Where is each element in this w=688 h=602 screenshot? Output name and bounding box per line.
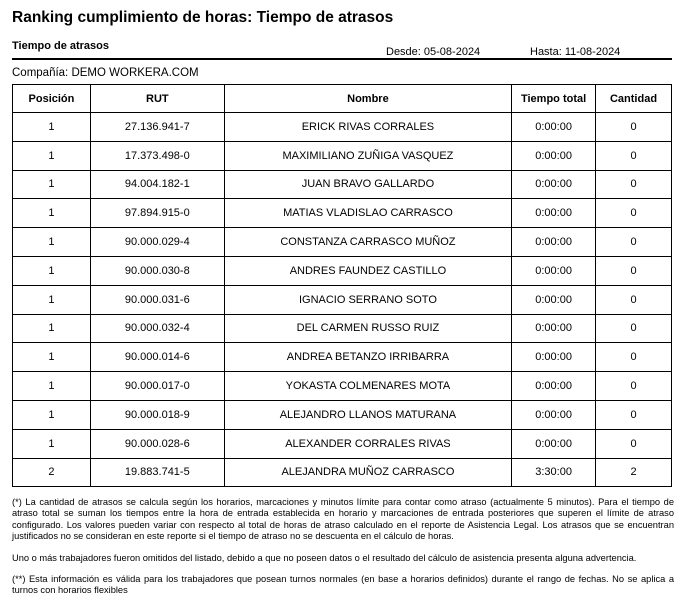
cell-name: ALEXANDER CORRALES RIVAS xyxy=(224,429,511,458)
cell-position: 1 xyxy=(13,228,91,257)
cell-total-time: 3:30:00 xyxy=(512,458,596,487)
header-count: Cantidad xyxy=(596,85,672,113)
cell-rut: 90.000.030-8 xyxy=(90,256,224,285)
cell-count: 0 xyxy=(596,429,672,458)
cell-total-time: 0:00:00 xyxy=(512,199,596,228)
cell-total-time: 0:00:00 xyxy=(512,141,596,170)
table-row xyxy=(13,458,672,487)
cell-rut: 90.000.032-4 xyxy=(90,314,224,343)
report-subtitle: Tiempo de atrasos xyxy=(12,40,109,52)
cell-position: 1 xyxy=(13,199,91,228)
cell-count: 0 xyxy=(596,256,672,285)
cell-name: MAXIMILIANO ZUÑIGA VASQUEZ xyxy=(224,141,511,170)
cell-rut: 19.883.741-5 xyxy=(90,458,224,487)
date-to: Hasta: 11-08-2024 xyxy=(530,46,621,58)
table-row xyxy=(13,113,672,142)
table-header-row xyxy=(13,85,672,113)
table-row xyxy=(13,228,672,257)
cell-position: 1 xyxy=(13,113,91,142)
cell-total-time: 0:00:00 xyxy=(512,400,596,429)
cell-name: JUAN BRAVO GALLARDO xyxy=(224,170,511,199)
cell-name: IGNACIO SERRANO SOTO xyxy=(224,285,511,314)
cell-rut: 90.000.031-6 xyxy=(90,285,224,314)
cell-rut: 17.373.498-0 xyxy=(90,141,224,170)
cell-total-time: 0:00:00 xyxy=(512,314,596,343)
cell-position: 1 xyxy=(13,343,91,372)
cell-name: CONSTANZA CARRASCO MUÑOZ xyxy=(224,228,511,257)
cell-rut: 90.000.014-6 xyxy=(90,343,224,372)
date-from: Desde: 05-08-2024 xyxy=(386,46,481,58)
cell-count: 0 xyxy=(596,343,672,372)
cell-position: 2 xyxy=(13,458,91,487)
cell-name: ALEJANDRA MUÑOZ CARRASCO xyxy=(224,458,511,487)
footnote-omitted: Uno o más trabajadores fueron omitidos del listado, debido a que no poseen datos o el resultado del cálculo de asistencia presenta alguna advertencia. xyxy=(12,552,637,563)
cell-total-time: 0:00:00 xyxy=(512,429,596,458)
cell-count: 0 xyxy=(596,285,672,314)
cell-count: 0 xyxy=(596,228,672,257)
cell-name: YOKASTA COLMENARES MOTA xyxy=(224,372,511,401)
cell-position: 1 xyxy=(13,400,91,429)
table-row xyxy=(13,372,672,401)
header-name: Nombre xyxy=(224,85,511,113)
cell-name: ANDREA BETANZO IRRIBARRA xyxy=(224,343,511,372)
table-row xyxy=(13,170,672,199)
cell-name: ANDRES FAUNDEZ CASTILLO xyxy=(224,256,511,285)
cell-count: 0 xyxy=(596,372,672,401)
report-subheader xyxy=(12,40,672,60)
cell-rut: 97.894.915-0 xyxy=(90,199,224,228)
cell-total-time: 0:00:00 xyxy=(512,256,596,285)
cell-count: 0 xyxy=(596,314,672,343)
cell-count: 0 xyxy=(596,113,672,142)
table-row xyxy=(13,199,672,228)
cell-position: 1 xyxy=(13,285,91,314)
cell-rut: 90.000.018-9 xyxy=(90,400,224,429)
table-row xyxy=(13,343,672,372)
cell-name: MATIAS VLADISLAO CARRASCO xyxy=(224,199,511,228)
cell-position: 1 xyxy=(13,141,91,170)
cell-position: 1 xyxy=(13,372,91,401)
table-body xyxy=(13,113,672,487)
cell-position: 1 xyxy=(13,170,91,199)
cell-rut: 90.000.017-0 xyxy=(90,372,224,401)
cell-total-time: 0:00:00 xyxy=(512,113,596,142)
report-title: Ranking cumplimiento de horas: Tiempo de atrasos xyxy=(12,9,394,26)
cell-rut: 94.004.182-1 xyxy=(90,170,224,199)
cell-total-time: 0:00:00 xyxy=(512,343,596,372)
cell-rut: 27.136.941-7 xyxy=(90,113,224,142)
footnotes xyxy=(12,497,674,602)
cell-rut: 90.000.028-6 xyxy=(90,429,224,458)
ranking-table xyxy=(12,84,672,487)
company-label: Compañía: DEMO WORKERA.COM xyxy=(12,67,199,79)
cell-total-time: 0:00:00 xyxy=(512,228,596,257)
footnote-atrasos: (*) La cantidad de atrasos se calcula según los horarios, marcaciones y minutos límite para contar como atraso (actualmente 5 minutos). Para el tiempo de atraso total se suman los tiempos entre la hora de entrada establecida en horario y marcaciones de entrada posteriores que superen el límite de atraso configurado. Los valores pueden variar con respecto al total de horas de atraso calculado en el reporte de Asistencia Legal. Los atrasos que se encuentran justificados no se consideran en este reporte si el tiempo de atraso no se descuenta en el cálculo de horas. xyxy=(12,497,674,542)
table-row xyxy=(13,285,672,314)
table-row xyxy=(13,400,672,429)
cell-count: 0 xyxy=(596,170,672,199)
footnote-turnos: (**) Esta información es válida para los trabajadores que posean turnos normales (en base a horarios definidos) durante el rango de fechas. No se aplica a turnos con horarios flexibles xyxy=(12,574,674,596)
cell-count: 0 xyxy=(596,199,672,228)
cell-name: ALEJANDRO LLANOS MATURANA xyxy=(224,400,511,429)
cell-position: 1 xyxy=(13,429,91,458)
cell-name: DEL CARMEN RUSSO RUIZ xyxy=(224,314,511,343)
cell-count: 0 xyxy=(596,141,672,170)
header-total-time: Tiempo total xyxy=(512,85,596,113)
table-row xyxy=(13,256,672,285)
table-row xyxy=(13,141,672,170)
cell-count: 0 xyxy=(596,400,672,429)
table-row xyxy=(13,314,672,343)
header-position: Posición xyxy=(13,85,91,113)
cell-position: 1 xyxy=(13,314,91,343)
cell-position: 1 xyxy=(13,256,91,285)
cell-total-time: 0:00:00 xyxy=(512,170,596,199)
cell-total-time: 0:00:00 xyxy=(512,285,596,314)
table-row xyxy=(13,429,672,458)
cell-total-time: 0:00:00 xyxy=(512,372,596,401)
header-rut: RUT xyxy=(90,85,224,113)
cell-rut: 90.000.029-4 xyxy=(90,228,224,257)
cell-name: ERICK RIVAS CORRALES xyxy=(224,113,511,142)
cell-count: 2 xyxy=(596,458,672,487)
